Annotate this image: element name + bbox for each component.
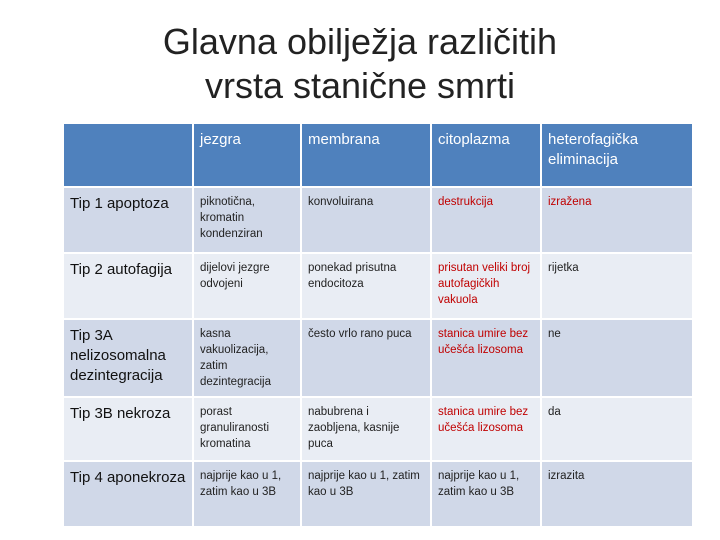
row-label: Tip 4 aponekroza [63,461,193,527]
header-row [63,123,693,187]
header-jezgra: jezgra [193,123,301,187]
title-line-2: vrsta stanične smrti [204,65,516,106]
cell-citoplazma: stanica umire bez učešća lizosoma [431,319,541,397]
header-corner [63,123,193,187]
cell-heterofagicka: rijetka [541,253,693,319]
header-membrana: membrana [301,123,431,187]
table-row [63,397,693,461]
cell-citoplazma: destrukcija [431,187,541,253]
row-label: Tip 2 autofagija [63,253,193,319]
cell-jezgra: piknotična, kromatin kondenziran [193,187,301,253]
cell-membrana: konvoluirana [301,187,431,253]
cell-membrana: ponekad prisutna endocitoza [301,253,431,319]
cell-heterofagicka: ne [541,319,693,397]
table-row [63,187,693,253]
cell-death-table [62,122,694,528]
cell-jezgra: kasna vakuolizacija, zatim dezintegracija [193,319,301,397]
table-row [63,253,693,319]
cell-membrana: često vrlo rano puca [301,319,431,397]
cell-heterofagicka: da [541,397,693,461]
title-line-1: Glavna obilježja različitih [162,21,558,62]
header-heterofagicka: heterofagička eliminacija [541,123,693,187]
cell-membrana: nabubrena i zaobljena, kasnije puca [301,397,431,461]
cell-jezgra: dijelovi jezgre odvojeni [193,253,301,319]
row-label: Tip 3B nekroza [63,397,193,461]
cell-jezgra: porast granuliranosti kromatina [193,397,301,461]
table-row [63,319,693,397]
row-label: Tip 1 apoptoza [63,187,193,253]
cell-heterofagicka: izrazita [541,461,693,527]
cell-citoplazma: stanica umire bez učešća lizosoma [431,397,541,461]
cell-heterofagicka: izražena [541,187,693,253]
row-label: Tip 3A nelizosomalna dezintegracija [63,319,193,397]
cell-citoplazma: najprije kao u 1, zatim kao u 3B [431,461,541,527]
cell-jezgra: najprije kao u 1, zatim kao u 3B [193,461,301,527]
header-citoplazma: citoplazma [431,123,541,187]
slide-title [60,20,660,108]
cell-membrana: najprije kao u 1, zatim kao u 3B [301,461,431,527]
cell-citoplazma: prisutan veliki broj autofagičkih vakuola [431,253,541,319]
table-row [63,461,693,527]
